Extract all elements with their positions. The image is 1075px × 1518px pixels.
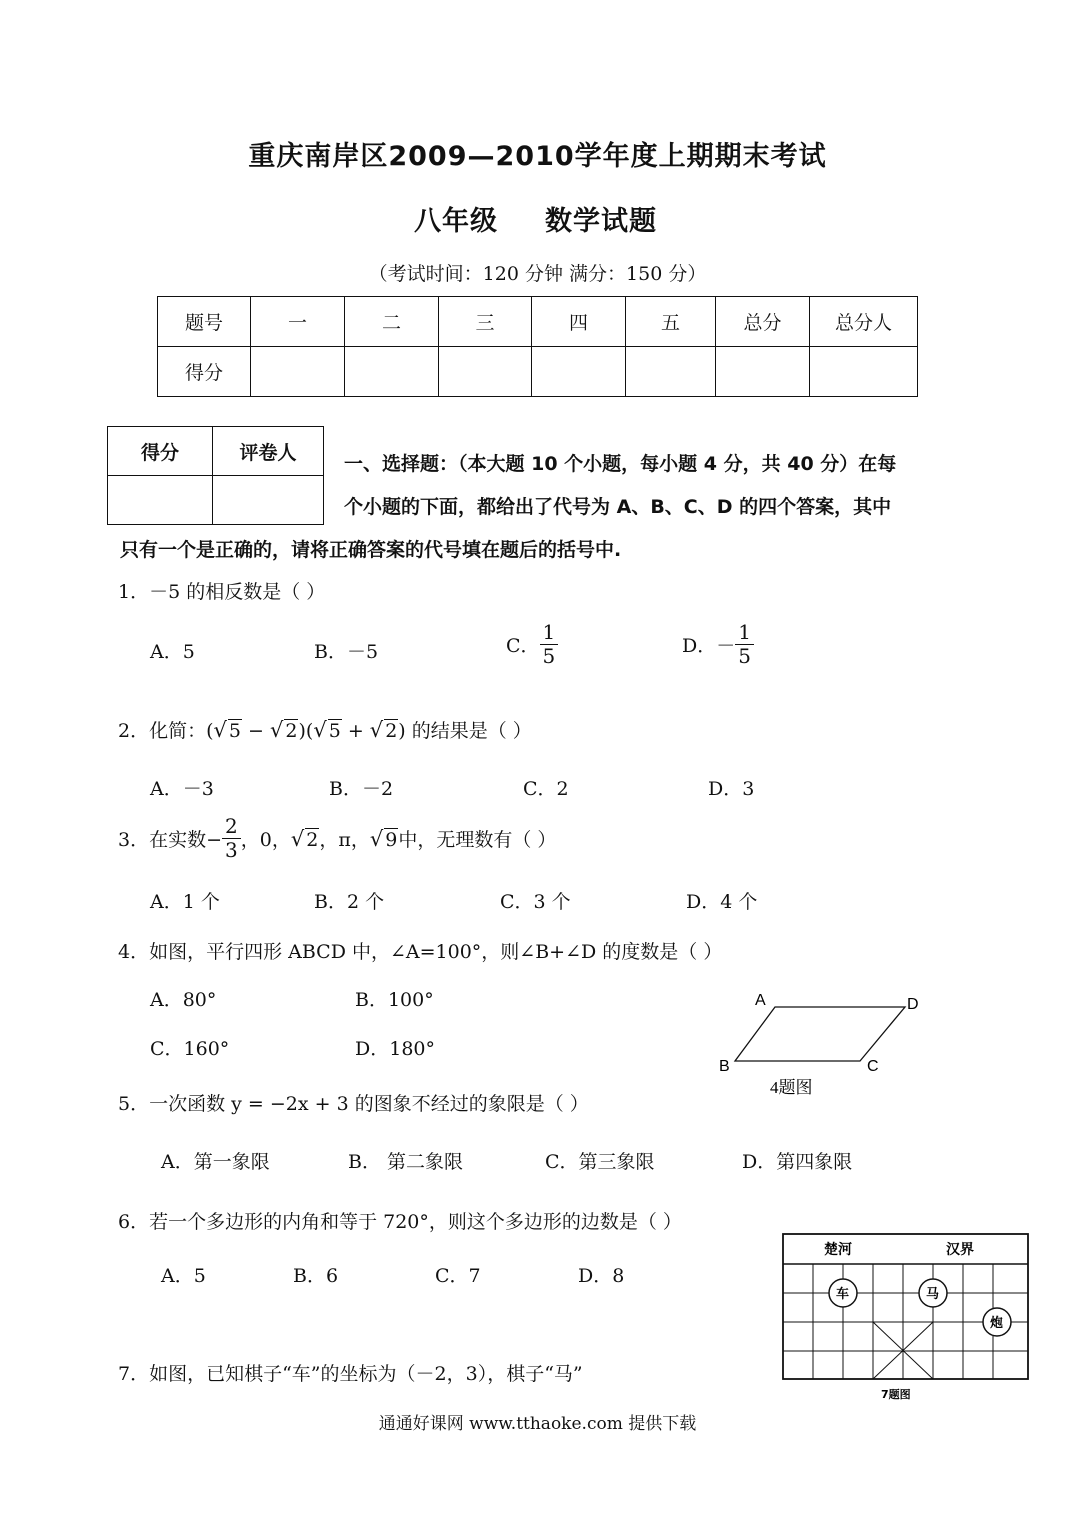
q2-minus: − bbox=[242, 720, 270, 742]
q3-stem bbox=[118, 815, 556, 862]
score-blank-cell[interactable] bbox=[251, 347, 345, 397]
score-header-cell: 四 bbox=[532, 297, 626, 347]
score-row-label: 得分 bbox=[158, 347, 251, 397]
q1-c-denominator: 5 bbox=[542, 644, 556, 668]
q1-d-fraction bbox=[735, 621, 754, 668]
q2-radicand-4: 2 bbox=[385, 720, 398, 742]
q6-option-d: D．8 bbox=[578, 1265, 625, 1287]
q5-option-a: A．第一象限 bbox=[161, 1151, 270, 1173]
vertex-d-label: D bbox=[907, 996, 919, 1013]
q6-stem: 6．若一个多边形的内角和等于 720°，则这个多边形的边数是（ ） bbox=[118, 1211, 682, 1233]
board-frame bbox=[783, 1234, 1028, 1379]
q2-option-c: C．2 bbox=[523, 778, 569, 800]
q4-option-a: A．80° bbox=[150, 989, 217, 1011]
figure4-parallelogram bbox=[710, 985, 930, 1105]
q2-radicand-3: 5 bbox=[328, 720, 341, 742]
q3-denominator: 3 bbox=[225, 838, 238, 862]
q4-option-d: D．180° bbox=[355, 1038, 435, 1060]
section1-line3: 只有一个是正确的，请将正确答案的代号填在题后的括号中. bbox=[120, 539, 622, 561]
q6-option-b: B．6 bbox=[293, 1265, 339, 1287]
score-blank-cell[interactable] bbox=[626, 347, 716, 397]
score-header-cell: 总分 bbox=[716, 297, 810, 347]
q3-numerator: 2 bbox=[222, 815, 241, 839]
exam-info: （考试时间：120 分钟 满分：150 分） bbox=[368, 263, 707, 285]
grader-name-blank[interactable] bbox=[213, 476, 324, 525]
q4-option-b: B．100° bbox=[355, 989, 434, 1011]
score-blank-cell[interactable] bbox=[439, 347, 532, 397]
q2-suffix: ) 的结果是（ ） bbox=[398, 720, 532, 742]
score-blank-cell[interactable] bbox=[532, 347, 626, 397]
q3-option-b: B．2 个 bbox=[314, 891, 385, 913]
q2-plus: + bbox=[341, 720, 370, 742]
q2-prefix: 2．化简：( bbox=[118, 720, 214, 742]
q2-mid: )( bbox=[298, 720, 314, 742]
grader-name-label: 评卷人 bbox=[213, 427, 324, 476]
score-blank-cell[interactable] bbox=[716, 347, 810, 397]
sqrt-icon: √ bbox=[270, 718, 284, 742]
q6-option-a: A．5 bbox=[161, 1265, 206, 1287]
q1-c-prefix: C． bbox=[506, 635, 540, 657]
q3-part2: ，0， bbox=[240, 829, 291, 851]
q1-option-b: B．－5 bbox=[314, 641, 379, 663]
q4-stem: 4．如图，平行四形 ABCD 中，∠A=100°，则∠B+∠D 的度数是（ ） bbox=[118, 941, 723, 963]
q2-stem bbox=[118, 716, 532, 743]
score-blank-cell[interactable] bbox=[810, 347, 918, 397]
q3-part3: ，π， bbox=[319, 829, 370, 851]
q2-radicand-1: 5 bbox=[228, 720, 241, 742]
vertex-a-label: A bbox=[755, 992, 766, 1009]
q3-suffix: 中，无理数有（ ） bbox=[398, 829, 557, 851]
q3-prefix: 3．在实数− bbox=[118, 829, 223, 851]
q1-c-fraction bbox=[540, 621, 559, 668]
q1-option-d bbox=[682, 621, 754, 668]
han-jie-label: 汉界 bbox=[946, 1242, 974, 1258]
score-header-cell: 题号 bbox=[158, 297, 251, 347]
q1-stem: 1．－5 的相反数是（ ） bbox=[118, 581, 326, 603]
q3-radicand-2: 9 bbox=[385, 828, 398, 851]
sqrt-icon: √ bbox=[313, 718, 327, 742]
q1-d-numerator: 1 bbox=[735, 621, 754, 645]
score-blank-cell[interactable] bbox=[345, 347, 439, 397]
q5-option-d: D．第四象限 bbox=[742, 1151, 853, 1173]
q2-option-a: A．－3 bbox=[150, 778, 214, 800]
che-piece-label: 车 bbox=[836, 1287, 850, 1302]
sqrt-icon: √ bbox=[213, 718, 227, 742]
q2-radicand-2: 2 bbox=[285, 720, 298, 742]
grader-score-label: 得分 bbox=[108, 427, 213, 476]
q5-option-c: C．第三象限 bbox=[545, 1151, 655, 1173]
q1-c-numerator: 1 bbox=[540, 621, 559, 645]
vertex-c-label: C bbox=[867, 1058, 879, 1075]
grader-score-blank[interactable] bbox=[108, 476, 213, 525]
figure7-caption: 7题图 bbox=[881, 1388, 911, 1401]
sqrt-icon: √ bbox=[369, 826, 384, 851]
sqrt-icon: √ bbox=[290, 826, 305, 851]
chu-he-label: 楚河 bbox=[824, 1242, 852, 1258]
q1-d-prefix: D．－ bbox=[682, 635, 736, 657]
score-header-cell: 三 bbox=[439, 297, 532, 347]
page-title: 重庆南岸区2009—2010学年度上期期末考试 bbox=[248, 141, 827, 172]
q4-option-c: C．160° bbox=[150, 1038, 230, 1060]
footer-text: 通通好课网 www.tthaoke.com 提供下载 bbox=[378, 1414, 697, 1434]
section1-line2: 个小题的下面，都给出了代号为 A、B、C、D 的四个答案，其中 bbox=[344, 496, 892, 518]
figure4-caption: 4题图 bbox=[770, 1078, 813, 1097]
parallelogram-shape bbox=[735, 1007, 905, 1061]
section1-line1: 一、选择题：（本大题 10 个小题，每小题 4 分，共 40 分）在每 bbox=[344, 453, 897, 475]
q1-option-c bbox=[506, 621, 558, 668]
score-header-cell: 二 bbox=[345, 297, 439, 347]
score-header-cell: 一 bbox=[251, 297, 345, 347]
subtitle-subject: 数学试题 bbox=[545, 206, 657, 237]
sqrt-icon: √ bbox=[369, 718, 384, 742]
score-table bbox=[157, 296, 918, 397]
q2-option-b: B．－2 bbox=[329, 778, 394, 800]
q5-option-b: B． 第二象限 bbox=[348, 1151, 464, 1173]
q3-option-c: C．3 个 bbox=[500, 891, 571, 913]
figure7-chessboard bbox=[780, 1232, 1032, 1407]
pao-piece-label: 炮 bbox=[990, 1316, 1004, 1331]
ma-piece-label: 马 bbox=[926, 1287, 940, 1302]
q3-fraction bbox=[222, 815, 241, 862]
score-header-cell: 总分人 bbox=[810, 297, 918, 347]
q3-option-a: A．1 个 bbox=[150, 891, 220, 913]
score-header-cell: 五 bbox=[626, 297, 716, 347]
q7-stem: 7．如图，已知棋子“车”的坐标为（－2，3），棋子“马” bbox=[118, 1363, 583, 1385]
q3-option-d: D．4 个 bbox=[686, 891, 758, 913]
q2-option-d: D．3 bbox=[708, 778, 755, 800]
q1-d-denominator: 5 bbox=[738, 644, 751, 668]
subtitle-grade: 八年级 bbox=[414, 206, 498, 237]
q5-stem: 5．一次函数 y = −2x + 3 的图象不经过的象限是（ ） bbox=[118, 1093, 589, 1115]
q1-option-a: A．5 bbox=[150, 641, 195, 663]
q3-radicand-1: 2 bbox=[306, 828, 319, 851]
grader-box bbox=[107, 426, 324, 525]
vertex-b-label: B bbox=[719, 1058, 730, 1075]
q6-option-c: C．7 bbox=[435, 1265, 481, 1287]
